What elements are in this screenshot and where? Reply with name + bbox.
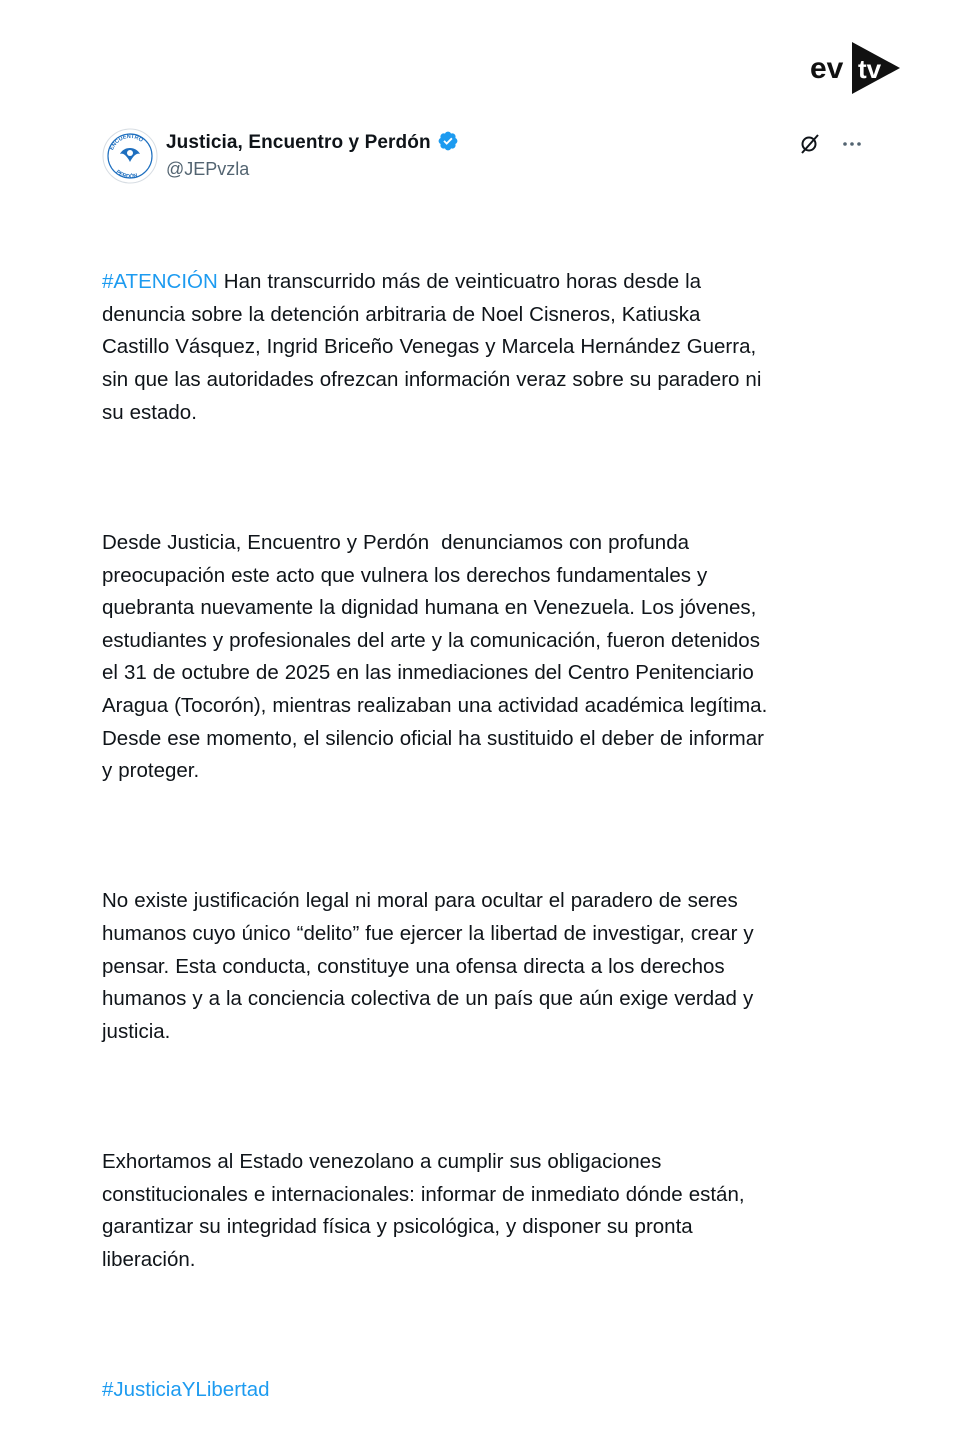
tweet-text bbox=[102, 201, 877, 1440]
svg-text:tv: tv bbox=[858, 54, 882, 84]
paragraph-1-text: Han transcurrido más de veinticuatro horas desde la denuncia sobre la detención arbitraria de Noel Cisneros, Katiuska Castillo Vásquez, Ingrid Briceño Venegas y Marcela Hernández Guerra, sin que las autoridades ofrezcan información veraz sobre su paradero ni su estado. bbox=[102, 270, 762, 424]
paragraph-1 bbox=[102, 266, 877, 429]
grok-icon[interactable] bbox=[798, 132, 822, 156]
more-icon[interactable] bbox=[840, 132, 864, 156]
tweet-header bbox=[102, 128, 872, 186]
handle[interactable]: @JEPvzla bbox=[166, 159, 250, 179]
closing-hashtag-row bbox=[102, 1374, 877, 1407]
paragraph-2: Desde Justicia, Encuentro y Perdón denunciamos con profunda preocupación este acto que vulnera los derechos fundamentales y quebranta nuevamente la dignidad humana en Venezuela. Los jóvenes, estudiantes y profesionales del arte y la comunicación, fueron detenidos el 31 de octubre de 2025 en las inmediaciones del Centro Penitenciario Aragua (Tocorón), mientras realizaban una actividad académica legítima. Desde ese momento, el silencio oficial ha sustituido el deber de informar y proteger. bbox=[102, 530, 768, 783]
paragraph-3: No existe justificación legal ni moral para ocultar el paradero de seres humanos cuyo único “delito” fue ejercer la libertad de investigar, crear y pensar. Esta conducta, constituye una ofensa directa a los derechos humanos y a la conciencia colectiva de un país que aún exige verdad y justicia. bbox=[102, 889, 754, 1043]
hashtag-atencion[interactable]: #ATENCIÓN bbox=[102, 270, 218, 294]
evtv-logo-icon bbox=[808, 40, 904, 96]
hashtag-justicia-y-libertad[interactable]: #JusticiaYLibertad bbox=[102, 1378, 270, 1402]
svg-text:ENCUENTRO: ENCUENTRO bbox=[109, 133, 144, 152]
avatar[interactable] bbox=[102, 128, 158, 184]
paragraph-4: Exhortamos al Estado venezolano a cumplir sus obligaciones constitucionales e internacionales: informar de inmediato dónde están, garantizar su integridad física y psicológica, y disponer su pronta liberación. bbox=[102, 1150, 745, 1271]
display-name[interactable]: Justicia, Encuentro y Perdón bbox=[166, 132, 431, 153]
header-actions bbox=[798, 132, 864, 156]
svg-text:ev: ev bbox=[810, 52, 844, 85]
author-info bbox=[166, 130, 459, 180]
verified-badge-icon bbox=[437, 130, 459, 157]
svg-text:PERDÓN: PERDÓN bbox=[114, 169, 139, 181]
